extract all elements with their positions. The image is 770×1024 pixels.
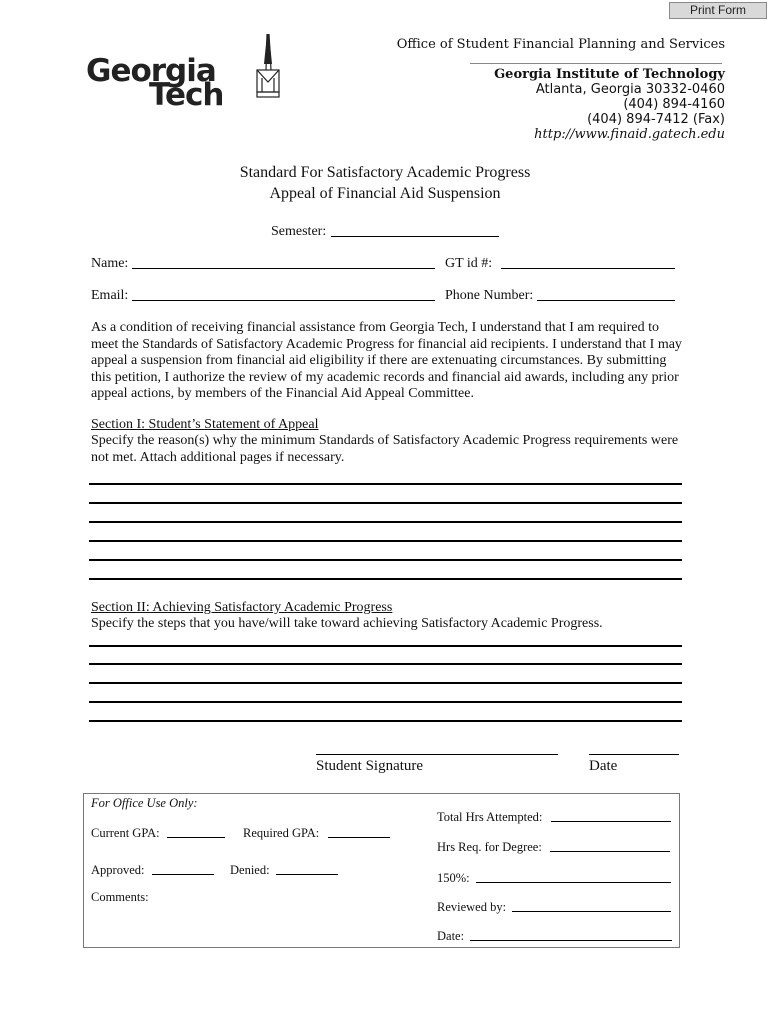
appeal-line-1[interactable]	[89, 483, 682, 485]
hrs-req-label: Hrs Req. for Degree:	[437, 840, 542, 854]
appeal-line-5[interactable]	[89, 559, 682, 561]
progress-line-1[interactable]	[89, 645, 682, 647]
gtid-field[interactable]	[501, 268, 675, 269]
office-date-label: Date:	[437, 929, 465, 943]
current-gpa-field[interactable]	[167, 837, 225, 838]
semester-label: Semester:	[271, 224, 327, 239]
progress-line-4[interactable]	[89, 701, 682, 703]
denied-label: Denied:	[230, 863, 270, 877]
section1-heading: Section I: Student’s Statement of Appeal	[91, 417, 319, 432]
form-title: Standard For Satisfactory Academic Progress	[239, 164, 531, 181]
header-divider	[470, 63, 722, 64]
gtid-label: GT id #:	[445, 256, 493, 271]
total-hrs-label: Total Hrs Attempted:	[437, 810, 543, 824]
progress-line-5[interactable]	[89, 720, 682, 722]
progress-line-2[interactable]	[89, 663, 682, 665]
phone-field[interactable]	[537, 300, 675, 301]
pct150-label: 150%:	[437, 871, 470, 885]
signature-date-label: Date	[589, 758, 618, 774]
denied-field[interactable]	[276, 874, 338, 875]
appeal-line-4[interactable]	[89, 540, 682, 542]
comments-label: Comments:	[91, 890, 149, 904]
office-name: Office of Student Financial Planning and Services	[396, 37, 725, 52]
phone: (404) 894-4160	[623, 97, 725, 112]
agreement-text: As a condition of receiving financial assistance from Georgia Tech, I understand that I am required to meet the Standards of Satisfactory Academic Progress for financial aid recipients. I understand that I may appeal a suspension from financial aid eligibility if there are extenuating circumstances. By submitting this petition, I authorize the review of my academic records and financial aid awards, including any prior appeal actions, by members of the Financial Aid Appeal Committee.	[91, 320, 682, 401]
section1-text: Specify the reason(s) why the minimum Standards of Satisfactory Academic Progress requirements were not met. Attach additional pages if necessary.	[91, 433, 679, 465]
section2-text: Specify the steps that you have/will take toward achieving Satisfactory Academic Progress.	[91, 616, 603, 631]
form-subtitle: Appeal of Financial Aid Suspension	[269, 185, 501, 202]
appeal-line-2[interactable]	[89, 502, 682, 504]
appeal-line-3[interactable]	[89, 521, 682, 523]
office-use-box	[83, 793, 680, 948]
semester-field[interactable]	[331, 236, 499, 237]
print-form-button[interactable]: Print Form	[669, 2, 767, 19]
progress-line-3[interactable]	[89, 682, 682, 684]
phone-label: Phone Number:	[445, 288, 534, 303]
section2-heading: Section II: Achieving Satisfactory Academic Progress	[91, 600, 393, 615]
name-label: Name:	[91, 256, 129, 271]
pct150-field[interactable]	[476, 882, 671, 883]
reviewed-by-label: Reviewed by:	[437, 900, 507, 914]
student-signature-label: Student Signature	[316, 758, 424, 774]
approved-field[interactable]	[152, 874, 214, 875]
student-signature-field[interactable]	[316, 754, 558, 755]
signature-date-field[interactable]	[589, 754, 679, 755]
georgia-tech-logo	[86, 53, 286, 124]
email-field[interactable]	[132, 300, 435, 301]
institute-name: Georgia Institute of Technology	[494, 67, 725, 82]
reviewed-by-field[interactable]	[512, 911, 671, 912]
appeal-line-6[interactable]	[89, 578, 682, 580]
approved-label: Approved:	[91, 863, 145, 877]
office-date-field[interactable]	[470, 940, 672, 941]
logo-line1: Georgia	[86, 53, 216, 89]
hrs-req-field[interactable]	[550, 851, 670, 852]
address: Atlanta, Georgia 30332-0460	[535, 82, 725, 97]
office-use-title: For Office Use Only:	[91, 796, 198, 810]
required-gpa-label: Required GPA:	[243, 826, 320, 840]
required-gpa-field[interactable]	[328, 837, 390, 838]
name-field[interactable]	[132, 268, 435, 269]
website-link[interactable]: http://www.finaid.gatech.edu	[534, 127, 725, 142]
fax: (404) 894-7412 (Fax)	[587, 112, 725, 127]
email-label: Email:	[91, 288, 129, 303]
total-hrs-field[interactable]	[551, 821, 671, 822]
tech-tower-icon	[254, 34, 284, 100]
logo-line2: Tech	[149, 77, 224, 113]
current-gpa-label: Current GPA:	[91, 826, 160, 840]
